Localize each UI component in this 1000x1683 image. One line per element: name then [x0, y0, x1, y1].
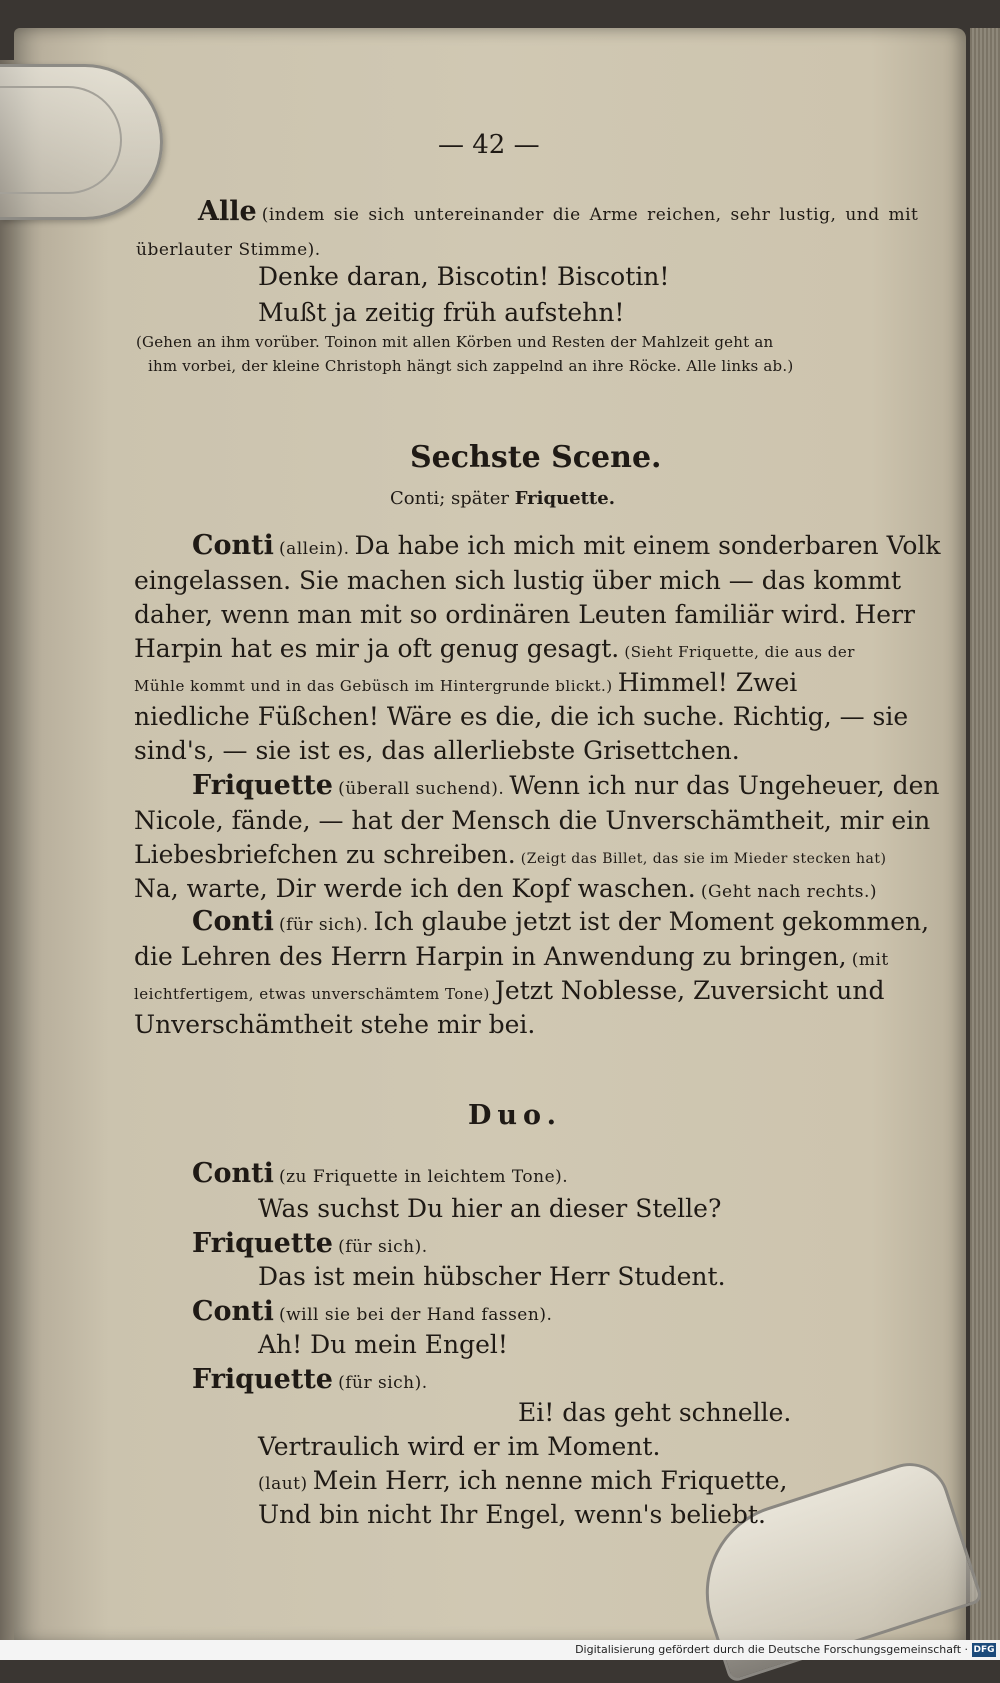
page-edges — [970, 28, 1000, 1644]
verse-line — [258, 1466, 787, 1495]
verse-line: Ei! das geht schnelle. — [518, 1398, 792, 1427]
page-number: — 42 — — [438, 130, 540, 160]
dialogue-line — [134, 976, 884, 1005]
dialogue-text: sind's, — sie ist es, das allerliebste Grisettchen. — [134, 736, 740, 765]
dialogue-text: Da habe ich mich mit einem sonderbaren Volk — [354, 531, 941, 560]
stage-direction: ihm vorbei, der kleine Christoph hängt sich zappelnd an ihre Röcke. Alle links ab.) — [148, 357, 794, 375]
speaker-name: Friquette — [192, 770, 333, 801]
dialogue-text: daher, wenn man mit so ordinären Leuten familiär wird. Herr — [134, 600, 916, 629]
speaker-line — [198, 196, 918, 227]
stage-direction: leichtfertigem, etwas unverschämtem Tone) — [134, 985, 490, 1003]
speaker-name: Alle — [198, 196, 257, 227]
dialogue-text: Ich glaube jetzt ist der Moment gekommen, — [373, 907, 930, 936]
stage-direction: (Geht nach rechts.) — [700, 882, 877, 902]
duo-line — [192, 1158, 568, 1189]
footer-credit: Digitalisierung gefördert durch die Deutsche Forschungsgemeinschaft · — [575, 1643, 968, 1656]
dialogue-line — [134, 668, 797, 697]
dialogue-line — [134, 634, 855, 663]
stage-direction: (für sich). — [338, 1237, 428, 1257]
speaker-name: Conti — [192, 530, 274, 561]
stage-direction: (überall suchend). — [338, 779, 505, 799]
verse-line: Was suchst Du hier an dieser Stelle? — [258, 1194, 722, 1223]
stage-direction: (Sieht Friquette, die aus der — [624, 643, 855, 661]
duo-line — [192, 1296, 552, 1327]
dialogue-line — [192, 530, 941, 561]
speaker-name: Friquette — [192, 1228, 333, 1259]
stage-direction: (will sie bei der Hand fassen). — [278, 1305, 553, 1325]
speaker-name: Conti — [192, 1296, 274, 1327]
digitization-footer — [0, 1640, 1000, 1660]
verse-line: Und bin nicht Ihr Engel, wenn's beliebt. — [258, 1500, 766, 1529]
dialogue-text: Wenn ich nur das Ungeheuer, den — [509, 771, 940, 800]
verse-line: Vertraulich wird er im Moment. — [258, 1432, 661, 1461]
scene-characters-bold: Friquette. — [514, 488, 615, 509]
dialogue-text: Nicole, fände, — hat der Mensch die Unverschämtheit, mir ein — [134, 806, 931, 835]
duo-line — [192, 1228, 428, 1259]
dialogue-line — [134, 840, 886, 869]
stage-direction: (allein). — [278, 539, 350, 559]
stage-direction: (Gehen an ihm vorüber. Toinon mit allen Körben und Resten der Mahlzeit geht an — [136, 333, 774, 351]
verse-text: Mein Herr, ich nenne mich Friquette, — [312, 1466, 788, 1495]
dialogue-text: Na, warte, Dir werde ich den Kopf waschen. — [134, 874, 696, 903]
speaker-name: Friquette — [192, 1364, 333, 1395]
dialogue-text: niedliche Füßchen! Wäre es die, die ich suche. Richtig, — sie — [134, 702, 909, 731]
scene-characters-plain: Conti; später — [390, 488, 509, 509]
verse-line: Das ist mein hübscher Herr Student. — [258, 1262, 726, 1291]
stage-direction: Mühle kommt und in das Gebüsch im Hintergrunde blickt.) — [134, 677, 613, 695]
stage-direction: (indem sie sich untereinander die Arme reichen, sehr lustig, und mit — [261, 205, 919, 225]
dialogue-text: Unverschämtheit stehe mir bei. — [134, 1010, 536, 1039]
dialogue-text: die Lehren des Herrn Harpin in Anwendung zu bringen, — [134, 942, 847, 971]
dialogue-line — [192, 770, 940, 801]
scene-title: Sechste Scene. — [410, 440, 662, 475]
paper-clip-top-inner — [0, 86, 122, 194]
speaker-name: Conti — [192, 1158, 274, 1189]
dialogue-line — [134, 874, 877, 903]
stage-direction: (für sich). — [278, 915, 369, 935]
dialogue-line — [192, 906, 929, 937]
stage-direction: (laut) — [258, 1474, 308, 1494]
dialogue-line — [134, 942, 889, 971]
scene-characters — [390, 488, 615, 509]
stage-direction: (Zeigt das Billet, das sie im Mieder stecken hat) — [520, 851, 887, 867]
dfg-logo: DFG — [973, 1645, 995, 1655]
verse-line: Ah! Du mein Engel! — [258, 1330, 508, 1359]
stage-direction: (mit — [851, 950, 889, 970]
dialogue-text: eingelassen. Sie machen sich lustig über mich — das kommt — [134, 566, 902, 595]
dialogue-text: Harpin hat es mir ja oft genug gesagt. — [134, 634, 620, 663]
dialogue-text: Liebesbriefchen zu schreiben. — [134, 840, 516, 869]
stage-direction: (für sich). — [338, 1373, 428, 1393]
verse-line: Denke daran, Biscotin! Biscotin! — [258, 262, 670, 291]
stage-direction: überlauter Stimme). — [136, 240, 321, 260]
dialogue-text: Himmel! Zwei — [617, 668, 798, 697]
speaker-name: Conti — [192, 906, 274, 937]
dialogue-text: Jetzt Noblesse, Zuversicht und — [494, 976, 885, 1005]
duo-line — [192, 1364, 428, 1395]
verse-line: Mußt ja zeitig früh aufstehn! — [258, 298, 625, 327]
duo-title: Duo. — [468, 1100, 562, 1131]
stage-direction: (zu Friquette in leichtem Tone). — [278, 1167, 569, 1187]
